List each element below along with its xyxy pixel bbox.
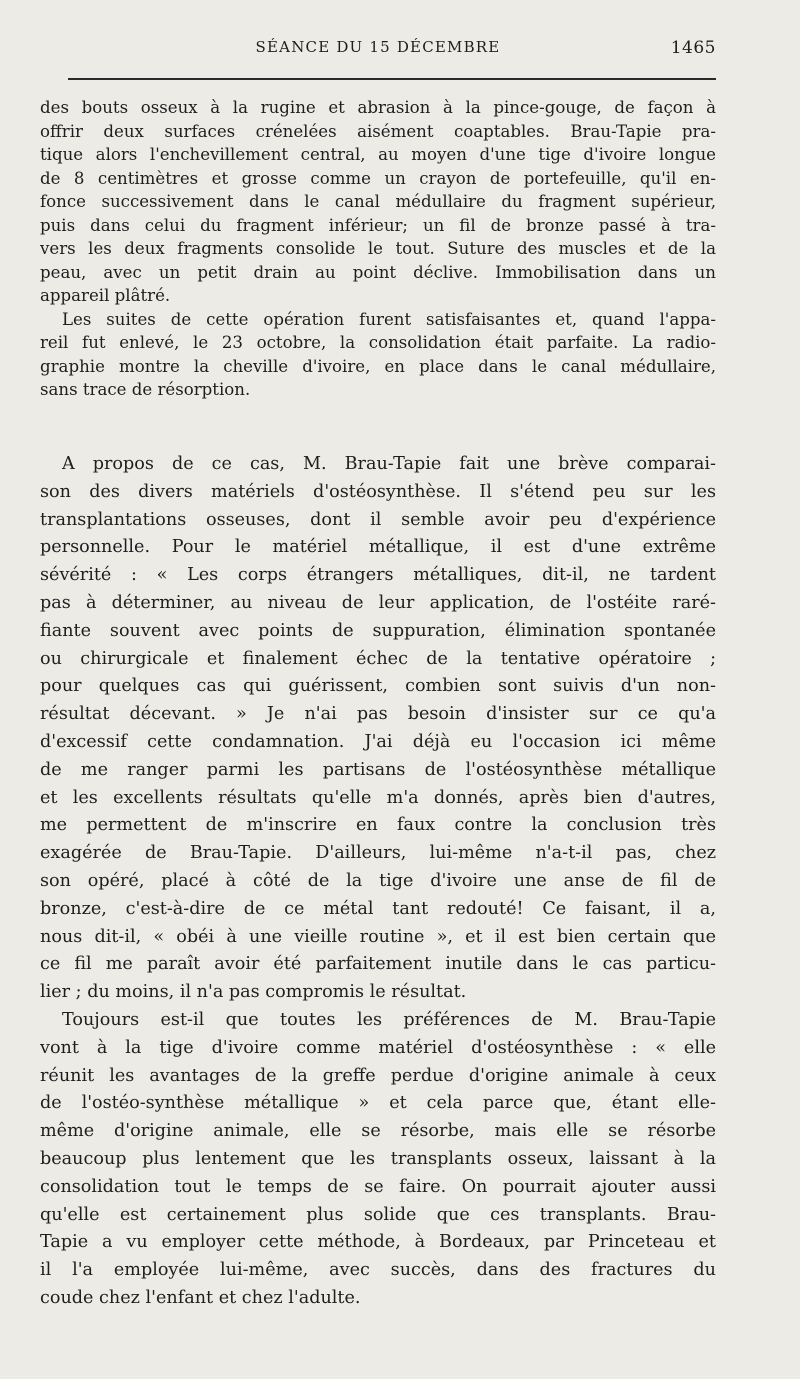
text-line: personnelle. Pour le matériel métallique, il est d'une extrême bbox=[40, 537, 716, 558]
text-line: me permettent de m'inscrire en faux contre la conclusion très bbox=[40, 815, 716, 836]
text-line: coude chez l'enfant et chez l'adulte. bbox=[40, 1287, 361, 1308]
text-line: d'excessif cette condamnation. J'ai déjà eu l'occasion ici même bbox=[40, 731, 716, 752]
text-line: sans trace de résorption. bbox=[40, 380, 251, 399]
page-number: 1465 bbox=[670, 38, 716, 58]
text-line: son opéré, placé à côté de la tige d'ivoire une anse de fil de bbox=[40, 870, 716, 891]
text-line: et les excellents résultats qu'elle m'a donnés, après bien d'autres, bbox=[40, 787, 716, 808]
text-line: consolidation tout le temps de se faire. On pourrait ajouter aussi bbox=[40, 1176, 716, 1197]
text-line: de me ranger parmi les partisans de l'ostéosynthèse métallique bbox=[40, 759, 716, 780]
text-line: vont à la tige d'ivoire comme matériel d'ostéosynthèse : « elle bbox=[40, 1037, 716, 1058]
text-line: résultat décevant. » Je n'ai pas besoin d'insister sur ce qu'a bbox=[40, 704, 716, 725]
header-rule bbox=[68, 78, 716, 80]
text-line: ou chirurgicale et finalement échec de la tentative opératoire ; bbox=[40, 648, 716, 669]
text-line: puis dans celui du fragment inférieur; un fil de bronze passé à tra- bbox=[40, 215, 716, 235]
text-line: Toujours est-il que toutes les préférences de M. Brau-Tapie bbox=[62, 1009, 716, 1030]
text-line: il l'a employée lui-même, avec succès, dans des fractures du bbox=[40, 1260, 716, 1281]
text-line: offrir deux surfaces crénelées aisément coaptables. Brau-Tapie pra- bbox=[40, 121, 716, 141]
text-line: de l'ostéo-synthèse métallique » et cela parce que, étant elle- bbox=[40, 1093, 716, 1114]
text-line: ce fil me paraît avoir été parfaitement inutile dans le cas particu- bbox=[40, 954, 716, 975]
text-line: lier ; du moins, il n'a pas compromis le résultat. bbox=[40, 982, 467, 1003]
text-line: peau, avec un petit drain au point déclive. Immobilisation dans un bbox=[40, 262, 716, 282]
text-line: reil fut enlevé, le 23 octobre, la consolidation était parfaite. La radio- bbox=[40, 333, 716, 352]
text-line: A propos de ce cas, M. Brau-Tapie fait une brève comparai- bbox=[62, 454, 716, 474]
text-line: graphie montre la cheville d'ivoire, en place dans le canal médullaire, bbox=[40, 356, 716, 376]
text-line: transplantations osseuses, dont il semble avoir peu d'expérience bbox=[40, 509, 716, 530]
text-line: vers les deux fragments consolide le tout. Suture des muscles et de la bbox=[40, 239, 716, 258]
text-line: appareil plâtré. bbox=[40, 286, 171, 305]
text-line: exagérée de Brau-Tapie. D'ailleurs, lui-même n'a-t-il pas, chez bbox=[40, 843, 716, 864]
text-line: fiante souvent avec points de suppuration, élimination spontanée bbox=[40, 620, 716, 641]
text-line: même d'origine animale, elle se résorbe, mais elle se résorbe bbox=[40, 1121, 716, 1142]
text-line: pas à déterminer, au niveau de leur application, de l'ostéite raré- bbox=[40, 592, 716, 613]
text-line: fonce successivement dans le canal médullaire du fragment supérieur, bbox=[40, 192, 716, 211]
running-head bbox=[40, 38, 716, 62]
main-text-section bbox=[40, 451, 716, 1313]
small-print-section bbox=[40, 96, 716, 402]
text-line: bronze, c'est-à-dire de ce métal tant redouté! Ce faisant, il a, bbox=[40, 898, 716, 919]
running-title: SÉANCE DU 15 DÉCEMBRE bbox=[255, 38, 501, 56]
text-line: qu'elle est certainement plus solide que ces transplants. Brau- bbox=[40, 1204, 716, 1225]
text-line: pour quelques cas qui guérissent, combien sont suivis d'un non- bbox=[40, 676, 716, 697]
text-line: Tapie a vu employer cette méthode, à Bordeaux, par Princeteau et bbox=[40, 1232, 716, 1253]
text-line: des bouts osseux à la rugine et abrasion à la pince-gouge, de façon à bbox=[40, 98, 716, 117]
text-line: sévérité : « Les corps étrangers métalliques, dit-il, ne tardent bbox=[40, 565, 716, 586]
text-line: nous dit-il, « obéi à une vieille routine », et il est bien certain que bbox=[40, 926, 716, 947]
text-line: de 8 centimètres et grosse comme un crayon de portefeuille, qu'il en- bbox=[40, 168, 716, 188]
text-line: son des divers matériels d'ostéosynthèse. Il s'étend peu sur les bbox=[40, 481, 716, 502]
text-line: beaucoup plus lentement que les transplants osseux, laissant à la bbox=[40, 1148, 716, 1169]
text-line: réunit les avantages de la greffe perdue d'origine animale à ceux bbox=[40, 1065, 716, 1086]
text-line: Les suites de cette opération furent satisfaisantes et, quand l'appa- bbox=[62, 309, 716, 329]
text-line: tique alors l'enchevillement central, au moyen d'une tige d'ivoire longue bbox=[40, 145, 716, 164]
